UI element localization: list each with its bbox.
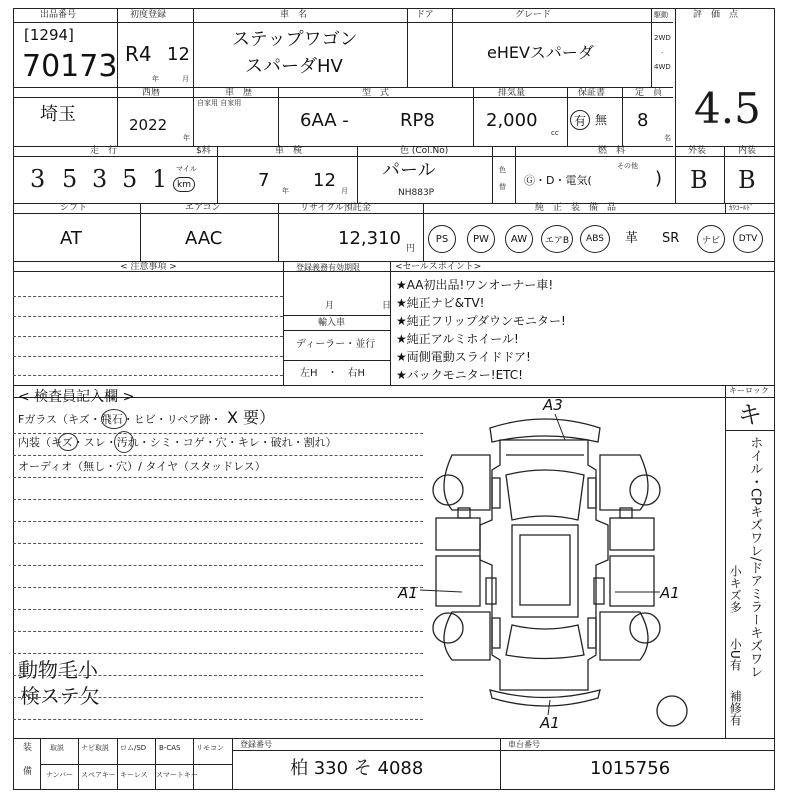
footer-cell-keyless: キーレス [120,771,148,779]
import-label: 輸入車 [318,318,346,328]
inspector-glass-x: X 要） [227,408,276,427]
equip-pw: PW [467,225,495,253]
inspection-month: 12 [313,170,336,191]
interior-grade: B [738,166,756,194]
recycle-unit: 円 [406,244,416,254]
inspector-line-glass: Fガラス（キズ・飛石・ヒビ・リペア跡・ [18,413,222,426]
handwritten-note-1: 動物毛小 [18,658,98,682]
footer-cell-remote: リモコン [196,744,224,752]
reg-expiry-month: 月 [325,301,335,311]
rear-window [506,625,584,659]
warranty-label: 保証書 [578,88,606,98]
keylock-label: キーロック [729,386,769,395]
drive-2wd: 2WD [654,34,671,42]
exterior-label: 外装 [688,146,707,156]
mileage-digit-3: 3 [92,165,108,193]
roof-inner [520,535,570,605]
first-reg-era: R4 [125,42,152,66]
sales-point: ★両側電動スライドドア! [396,350,531,364]
plate-label: 登録番号 [240,740,272,749]
model-year: 2022 [129,116,168,134]
front-bumper [490,419,600,442]
equipment-extra-label: ｶﾜｺｰﾙﾄﾞ [729,204,754,212]
prefecture: 埼玉 [40,104,76,125]
damage-mark-bottom: A1 [540,714,560,732]
ac-value: AAC [185,228,223,249]
damage-mark-left: A1 [398,584,418,602]
car-name-line1: ステップワゴン [232,29,358,50]
equip-dtv: DTV [733,225,763,253]
inspection-year: 7 [258,170,270,191]
km-unit: km [173,177,195,192]
drive-sep: · [661,49,664,57]
inspection-month-unit: 月 [341,187,348,195]
mileage-digit-1: 3 [30,165,46,193]
inspection-year-unit: 年 [282,187,289,195]
first-reg-year-unit: 年 [152,75,159,83]
lot-bracket: [1294] [24,26,74,44]
inspection-label: 車 検 [275,146,303,156]
mileage-digit-2: 5 [62,165,78,193]
color-change-2: 替 [499,183,506,191]
side-remark-main: ホイル・CPキズワレ/ドアミラーキズワレ [747,436,763,679]
footer-cell-plate: ナンバー [46,771,74,779]
mileage-digit-5: 1 [152,165,168,193]
capacity-unit: 名 [664,134,671,142]
left-door-handle [486,578,496,604]
mileage-label: 走 行 [90,146,118,156]
sales-point: ★バックモニター!ETC! [396,368,523,382]
fuel-label: 燃 料 [598,146,626,156]
history-label: 車 歴 [225,88,253,98]
damage-mark-right: A1 [660,584,680,602]
side-remark-3: 補修有 [728,690,743,726]
displacement: 2,000 [486,110,538,131]
plate-number: 柏 330 そ 4088 [290,758,424,779]
interior-label: 内装 [738,146,757,156]
exterior-grade: B [690,166,708,194]
right-slide-door [610,556,654,606]
footer-cell-manual: 取説 [50,744,64,752]
footer-side-label-2: 備 [23,767,33,777]
car-name-line2: スパーダHV [245,56,343,77]
history-sub: 自家用 自家用 [197,99,242,107]
sales-point: ★純正ナビ&TV! [396,296,485,310]
displacement-unit: cc [551,129,559,137]
rear-bumper [490,690,600,706]
right-front-fender [600,455,648,510]
score-value: 4.5 [694,84,761,133]
sales-point: ★純正フリップダウンモニター! [396,314,566,328]
drive-4wd: 4WD [654,63,671,71]
chassis-label: 車台番号 [508,740,540,749]
right-front-door [610,518,654,550]
fuel-close: ) [655,168,663,189]
grade-label: グレード [515,10,552,20]
wheel-well-fl [492,478,500,508]
fuel-other-label: その他 [617,162,638,170]
footer-cell-rom: ロム/SD [120,744,147,752]
sales-point: ★AA初出品!ワンオーナー車! [396,278,554,292]
keylock-mark: キ [738,401,762,429]
car-name-label: 車 名 [280,10,308,20]
damage-mark-bottom-line [548,700,550,715]
color-change-1: 色 [499,166,506,174]
grade-value: eHEVスパーダ [487,43,594,62]
wheel-well-rl [492,618,500,648]
equip-airbag: エアB [541,225,573,253]
lot-number: 70173 [22,49,118,84]
spare-tire-circle [657,696,687,726]
damage-mark-top: A3 [543,396,563,414]
footer-cell-spare-key: スペアキー [81,771,116,779]
color-name: パール [382,160,436,181]
side-remark-1: 小キズ多 [728,565,743,613]
drive-label: 駆動 [654,11,668,19]
mileage-unit-label: $料 [196,146,211,156]
handwritten-note-2: 検ステ欠 [20,684,100,708]
capacity-label: 定 員 [635,88,663,98]
right-rear-fender [600,612,648,660]
wheel-front-left [433,475,463,505]
warranty-yes: 有 [570,110,590,130]
door-label: ドア [416,10,434,20]
ac-label: エアコン [185,203,221,213]
model-year-unit: 年 [183,134,190,142]
inspector-line-interior: 内装（キズ・スレ・汚れ・シミ・コゲ・穴・キレ・破れ・割れ） [18,436,337,449]
sales-point: ★純正アルミホイール! [396,332,519,346]
left-front-fender [444,455,490,510]
shift-label: シフト [60,203,88,213]
equip-leather: 革 [625,231,639,246]
first-reg-label: 初度登録 [130,10,167,20]
sales-point-label: <セールスポイント> [395,262,482,272]
displacement-label: 排気量 [498,88,526,98]
capacity: 8 [637,110,649,131]
color-code: NH883P [398,188,435,198]
equip-abs: ABS [580,225,610,253]
reg-expiry-day: 日 [382,301,392,311]
wheel-rear-right [630,613,660,643]
caution-label: < 注意事項 > [120,262,177,272]
chassis-number: 1015756 [590,758,671,779]
mileage-digit-4: 5 [122,165,138,193]
wheel-rear-left [433,613,463,643]
recycle-label: リサイクル預託金 [300,203,371,213]
damage-mark-left-line [420,590,462,592]
wheel-well-fr [588,478,596,508]
footer-cell-navi-manual: ナビ取説 [81,744,109,752]
model-code: RP8 [400,110,435,131]
score-label: 評 価 点 [693,10,739,20]
dealer-label: ディーラー・並行 [296,339,376,350]
footer-side-label-1: 装 [23,743,33,753]
first-reg-month: 12 [167,44,190,65]
model-year-label: 西暦 [142,88,161,98]
recycle-value: 12,310 [338,228,401,249]
footer-cell-smart-key: スマートキー [156,771,198,779]
shift-value: AT [60,228,82,249]
color-label: 色 (Col.No) [400,146,449,156]
first-reg-month-unit: 月 [182,75,189,83]
mile-label: マイル [176,165,197,173]
fuel-options: Ⓖ・D・電気( [524,174,592,187]
side-remark-2: 小U有 [728,638,743,671]
equip-navi: ナビ [697,225,725,253]
left-front-door [436,518,480,550]
model-prefix: 6AA - [300,110,349,131]
equip-ps: PS [428,225,456,253]
roof [512,525,578,617]
wheel-well-rr [588,618,596,648]
windshield [506,470,584,520]
inspector-line-audio: オーディオ（無し・穴）/ タイヤ（スタッドレス） [18,460,266,473]
equip-aw: AW [505,225,533,253]
equipment-label: 純 正 装 備 品 [535,203,617,213]
footer-cell-bcas: B-CAS [159,744,181,752]
handle-label: 左H ・ 右H [300,368,366,379]
inspector-title: < 検査員記入欄 > [18,389,135,405]
left-rear-fender [444,612,490,660]
left-slide-door [436,556,480,606]
reg-expiry-label: 登録義務有効期限 [296,263,360,272]
warranty-no: 無 [595,113,608,127]
lot-label: 出品番号 [40,10,77,20]
model-label: 型 式 [362,88,390,98]
equip-sunroof: SR [662,231,680,246]
